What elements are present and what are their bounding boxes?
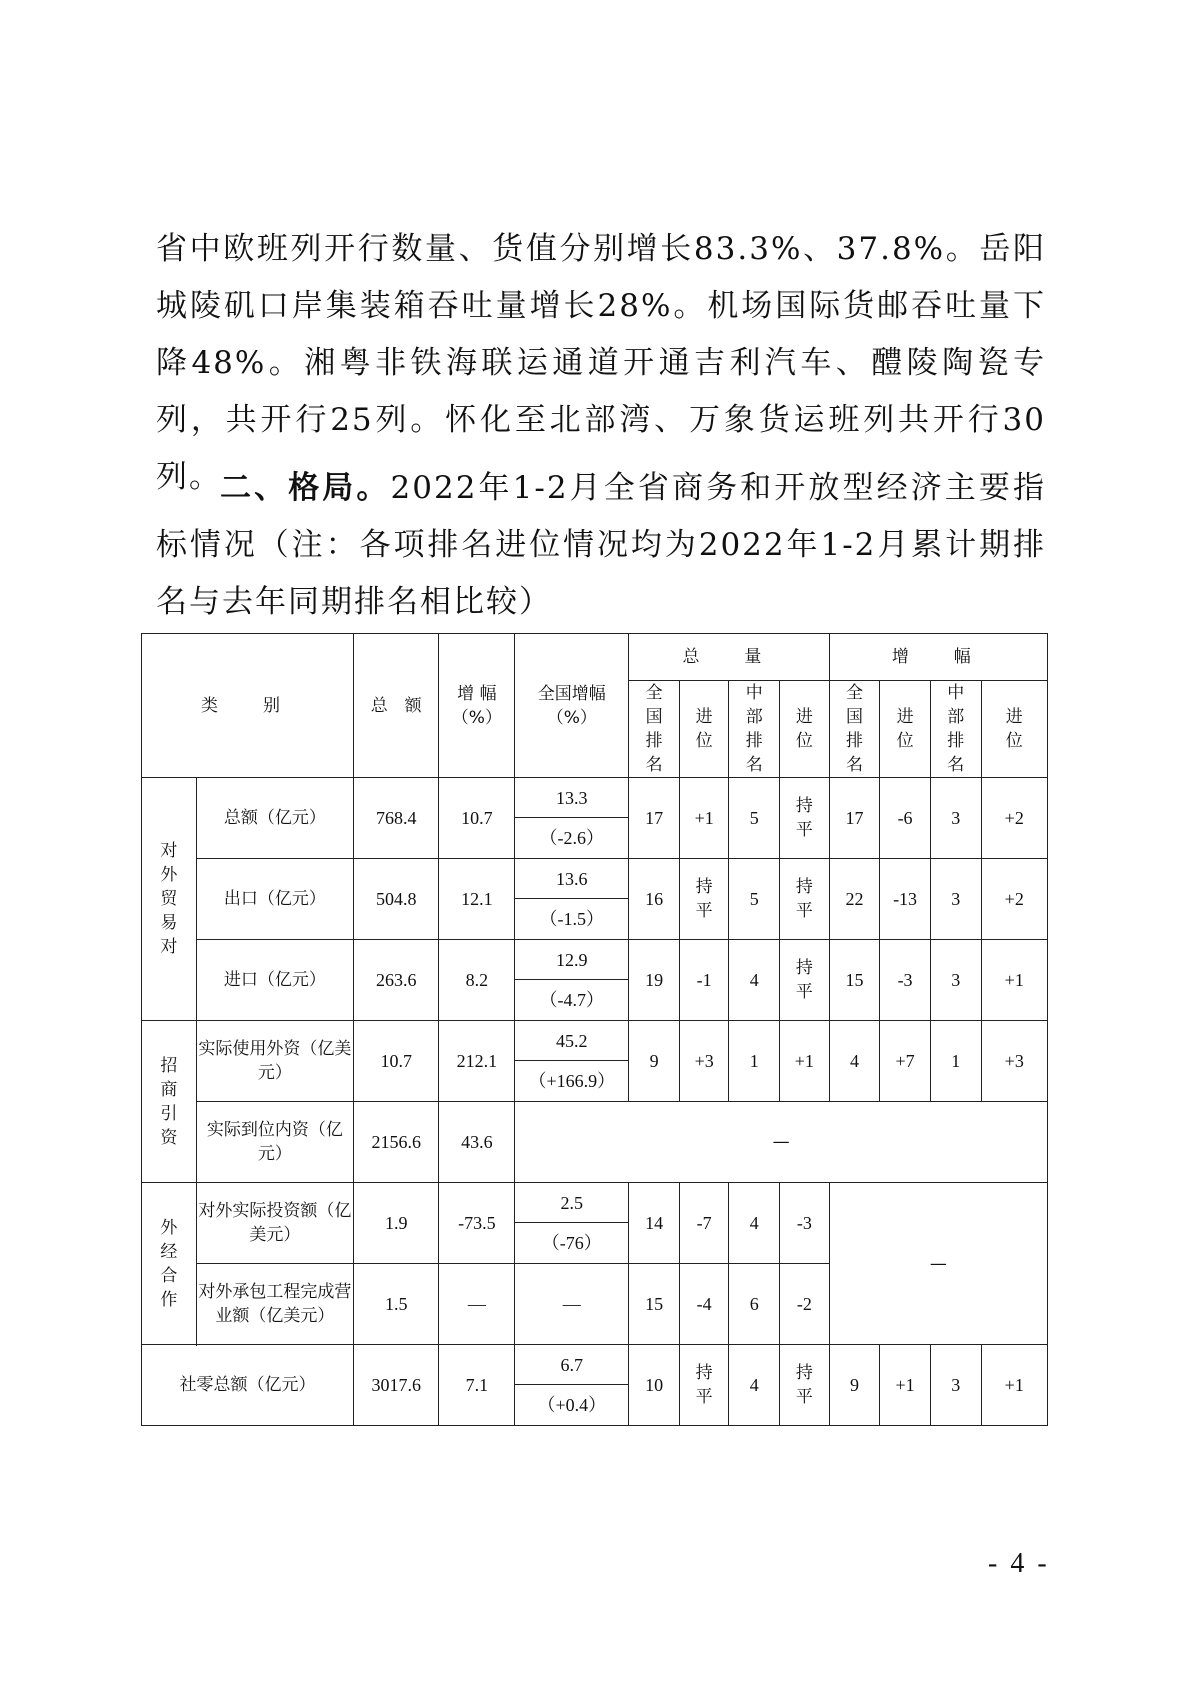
cell-g-national-rank: 17 (829, 778, 880, 859)
cell-g-national-rank: 22 (829, 859, 880, 940)
page-number: - 4 - (988, 1548, 1050, 1579)
cell-total: 2156.6 (353, 1102, 438, 1183)
cell-national-diff: （-4.7） (515, 980, 629, 1021)
table-row (142, 1345, 1048, 1385)
cell-national-growth: 2.5 (515, 1183, 629, 1223)
cell-growth: 212.1 (439, 1021, 515, 1102)
cell-national-diff: （-2.6） (515, 818, 629, 859)
header-q-national-rank: 全国排名 (629, 681, 680, 778)
cell-national-growth: — (515, 1264, 629, 1345)
cell-q-central-advance: -3 (780, 1183, 830, 1264)
table-row (142, 1183, 1048, 1223)
cell-growth: — (439, 1264, 515, 1345)
row-label: 进口（亿元） (196, 940, 353, 1021)
cell-q-central-rank: 4 (729, 940, 780, 1021)
table-row (142, 859, 1048, 899)
table-header-row (142, 634, 1048, 681)
cell-g-national-advance: +1 (880, 1345, 931, 1426)
cell-g-central-advance: +2 (981, 778, 1048, 859)
cell-g-central-rank: 3 (930, 1345, 981, 1426)
table-row (142, 778, 1048, 818)
cell-g-central-rank: 3 (930, 778, 981, 859)
cell-q-central-rank: 1 (729, 1021, 780, 1102)
cell-national-growth: 12.9 (515, 940, 629, 980)
cell-q-national-rank: 10 (629, 1345, 680, 1426)
cell-g-central-advance: +3 (981, 1021, 1048, 1102)
section-heading: 二、格局。 (220, 470, 391, 506)
cell-growth: 7.1 (439, 1345, 515, 1426)
cell-q-central-advance: 持平 (780, 1345, 830, 1426)
group-cooperation: 外经合作 (142, 1183, 197, 1345)
cell-q-national-rank: 9 (629, 1021, 680, 1102)
cell-national-growth: 6.7 (515, 1345, 629, 1385)
cell-g-national-advance: -6 (880, 778, 931, 859)
cell-g-central-advance: +1 (981, 1345, 1048, 1426)
cell-growth: -73.5 (439, 1183, 515, 1264)
cell-q-national-rank: 15 (629, 1264, 680, 1345)
header-g-central-rank: 中部排名 (930, 681, 981, 778)
table-row (142, 1102, 1048, 1183)
cell-g-national-advance: +7 (880, 1021, 931, 1102)
paragraph-trade-channels: 省中欧班列开行数量、货值分别增长83.3%、37.8%。岳阳城陵矶口岸集装箱吞吐量增长28%。机场国际货邮吞吐量下降48%。湘粤非铁海联运通道开通吉利汽车、醴陵陶瓷专列，共开行25列。怀化至北部湾、万象货运班列共开行30列。 (156, 231, 1046, 495)
cell-national-diff: （-1.5） (515, 899, 629, 940)
table-row (142, 940, 1048, 980)
cell-q-central-rank: 4 (729, 1345, 780, 1426)
cell-national-growth: 13.6 (515, 859, 629, 899)
row-label: 实际到位内资（亿元） (196, 1102, 353, 1183)
header-category: 类 别 (142, 634, 354, 778)
cell-national-diff: （+0.4） (515, 1385, 629, 1426)
cell-total: 504.8 (353, 859, 438, 940)
cell-national-growth: 45.2 (515, 1021, 629, 1061)
cell-g-national-rank: 9 (829, 1345, 880, 1426)
cell-g-national-advance: -3 (880, 940, 931, 1021)
row-label: 出口（亿元） (196, 859, 353, 940)
cell-not-applicable: — (515, 1102, 1048, 1183)
cell-national-growth: 13.3 (515, 778, 629, 818)
header-volume-group: 总 量 (629, 634, 829, 681)
cell-q-central-rank: 4 (729, 1183, 780, 1264)
cell-q-central-advance: 持平 (780, 859, 830, 940)
cell-g-central-rank: 1 (930, 1021, 981, 1102)
cell-total: 1.9 (353, 1183, 438, 1264)
header-g-advance: 进位 (880, 681, 931, 778)
cell-growth: 43.6 (439, 1102, 515, 1183)
cell-g-national-rank: 4 (829, 1021, 880, 1102)
header-growth: 增 幅 （%） (439, 634, 515, 778)
header-growth-group: 增 幅 (829, 634, 1047, 681)
cell-g-national-rank: 15 (829, 940, 880, 1021)
cell-g-central-advance: +1 (981, 940, 1048, 1021)
cell-national-diff: （+166.9） (515, 1061, 629, 1102)
cell-total: 263.6 (353, 940, 438, 1021)
cell-g-central-rank: 3 (930, 940, 981, 1021)
cell-q-national-advance: +1 (679, 778, 729, 859)
cell-growth: 10.7 (439, 778, 515, 859)
cell-q-national-rank: 14 (629, 1183, 680, 1264)
row-label: 总额（亿元） (196, 778, 353, 859)
header-g-national-rank: 全国排名 (829, 681, 880, 778)
indicator-table (141, 633, 1048, 1426)
cell-g-national-advance: -13 (880, 859, 931, 940)
cell-total: 1.5 (353, 1264, 438, 1345)
row-label: 实际使用外资（亿美元） (196, 1021, 353, 1102)
header-q-central-rank: 中部排名 (729, 681, 780, 778)
cell-total: 768.4 (353, 778, 438, 859)
cell-q-national-advance: -1 (679, 940, 729, 1021)
cell-growth: 12.1 (439, 859, 515, 940)
cell-q-national-advance: -4 (679, 1264, 729, 1345)
group-trade: 对外贸易对 (142, 778, 197, 1021)
cell-q-central-advance: +1 (780, 1021, 830, 1102)
group-investment: 招商引资 (142, 1021, 197, 1183)
cell-q-national-advance: 持平 (679, 859, 729, 940)
cell-g-central-rank: 3 (930, 859, 981, 940)
row-label: 对外承包工程完成营业额（亿美元） (196, 1264, 353, 1345)
header-national-growth: 全国增幅 （%） (515, 634, 629, 778)
row-label: 社零总额（亿元） (142, 1345, 354, 1426)
cell-q-central-advance: 持平 (780, 778, 830, 859)
cell-q-national-advance: +3 (679, 1021, 729, 1102)
cell-q-central-rank: 6 (729, 1264, 780, 1345)
cell-q-national-advance: -7 (679, 1183, 729, 1264)
paragraph-pattern-text: 2022年1-2月全省商务和开放型经济主要指标情况（注：各项排名进位情况均为2022年1-2月累计期排名与去年同期排名相比较） (156, 470, 1047, 620)
header-q-central-advance: 进位 (780, 681, 830, 778)
cell-q-national-rank: 17 (629, 778, 680, 859)
header-total: 总 额 (353, 634, 438, 778)
cell-q-central-rank: 5 (729, 859, 780, 940)
cell-q-national-advance: 持平 (679, 1345, 729, 1426)
cell-total: 10.7 (353, 1021, 438, 1102)
cell-g-central-advance: +2 (981, 859, 1048, 940)
cell-q-central-rank: 5 (729, 778, 780, 859)
table-row (142, 1021, 1048, 1061)
cell-not-applicable: — (829, 1183, 1047, 1345)
cell-q-national-rank: 19 (629, 940, 680, 1021)
cell-total: 3017.6 (353, 1345, 438, 1426)
cell-national-diff: （-76） (515, 1223, 629, 1264)
header-g-central-advance: 进位 (981, 681, 1048, 778)
paragraph-pattern (156, 460, 1046, 631)
row-label: 对外实际投资额（亿美元） (196, 1183, 353, 1264)
header-q-advance: 进位 (679, 681, 729, 778)
cell-q-central-advance: -2 (780, 1264, 830, 1345)
cell-q-national-rank: 16 (629, 859, 680, 940)
cell-growth: 8.2 (439, 940, 515, 1021)
cell-q-central-advance: 持平 (780, 940, 830, 1021)
